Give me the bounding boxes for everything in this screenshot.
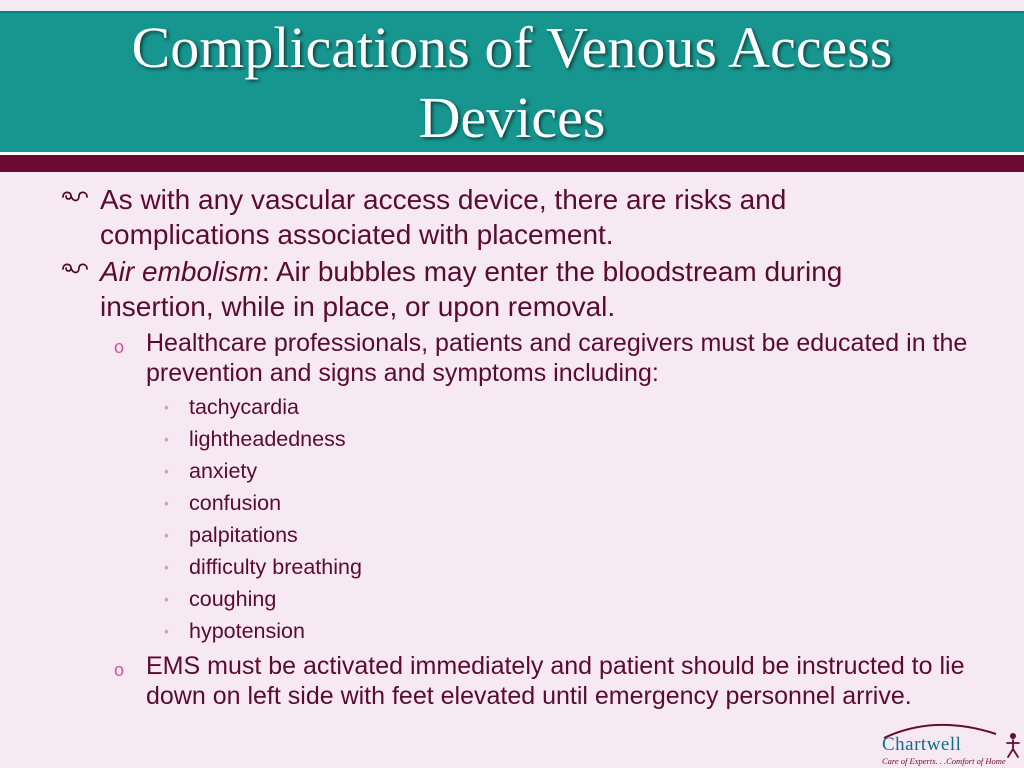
slide-title-line-2: Devices [418, 85, 606, 150]
swirl-bullet-icon [60, 257, 90, 281]
circle-bullet-icon: o [114, 337, 125, 357]
dot-bullet-icon: • [164, 431, 169, 447]
top-strip [0, 0, 1024, 11]
symptom-list [0, 391, 1024, 647]
logo-tagline: Care of Experts. . .Comfort of Home [882, 756, 1006, 766]
slide-title-line-1: Complications of Venous Access [131, 15, 893, 80]
dot-bullet-icon: • [164, 527, 169, 543]
circle-bullet-icon: o [114, 660, 125, 680]
symptom-item: • lightheadedness [0, 423, 1024, 455]
symptom-item: • tachycardia [0, 391, 1024, 423]
dot-bullet-icon: • [164, 623, 169, 639]
dot-bullet-icon: • [164, 591, 169, 607]
sub-bullet-ems [0, 651, 976, 711]
dot-bullet-icon: • [164, 559, 169, 575]
symptom-item: • palpitations [0, 519, 1024, 551]
symptom-item: • coughing [0, 583, 1024, 615]
title-rule-maroon [0, 155, 1024, 172]
symptom-item: • confusion [0, 487, 1024, 519]
bullet-risks-text: As with any vascular access device, there are risks and complications associated with placement. [100, 184, 787, 250]
bullet-risks [0, 182, 900, 252]
slide-body [0, 182, 1024, 711]
sub-bullet-education [0, 328, 976, 388]
logo-name: Chartwell [882, 734, 962, 755]
air-embolism-term: Air embolism [100, 256, 262, 287]
slide-title [0, 13, 1024, 153]
chartwell-logo [880, 718, 1020, 766]
bullet-air-embolism [0, 254, 900, 324]
swirl-bullet-icon [60, 185, 90, 209]
sub-bullet-education-text: Healthcare professionals, patients and caregivers must be educated in the prevention and signs and symptoms including: [146, 329, 968, 387]
dot-bullet-icon: • [164, 495, 169, 511]
symptom-item: • anxiety [0, 455, 1024, 487]
sub-bullet-ems-text: EMS must be activated immediately and patient should be instructed to lie down on left side with feet elevated until emergency personnel arrive. [146, 652, 965, 710]
symptom-item: • difficulty breathing [0, 551, 1024, 583]
title-band [0, 11, 1024, 154]
dot-bullet-icon: • [164, 463, 169, 479]
symptom-item: • hypotension [0, 615, 1024, 647]
person-figure-icon [1006, 732, 1020, 758]
air-embolism-description: : Air bubbles may enter the bloodstream during insertion, while in place, or upon removal. [100, 256, 843, 322]
dot-bullet-icon: • [164, 399, 169, 415]
